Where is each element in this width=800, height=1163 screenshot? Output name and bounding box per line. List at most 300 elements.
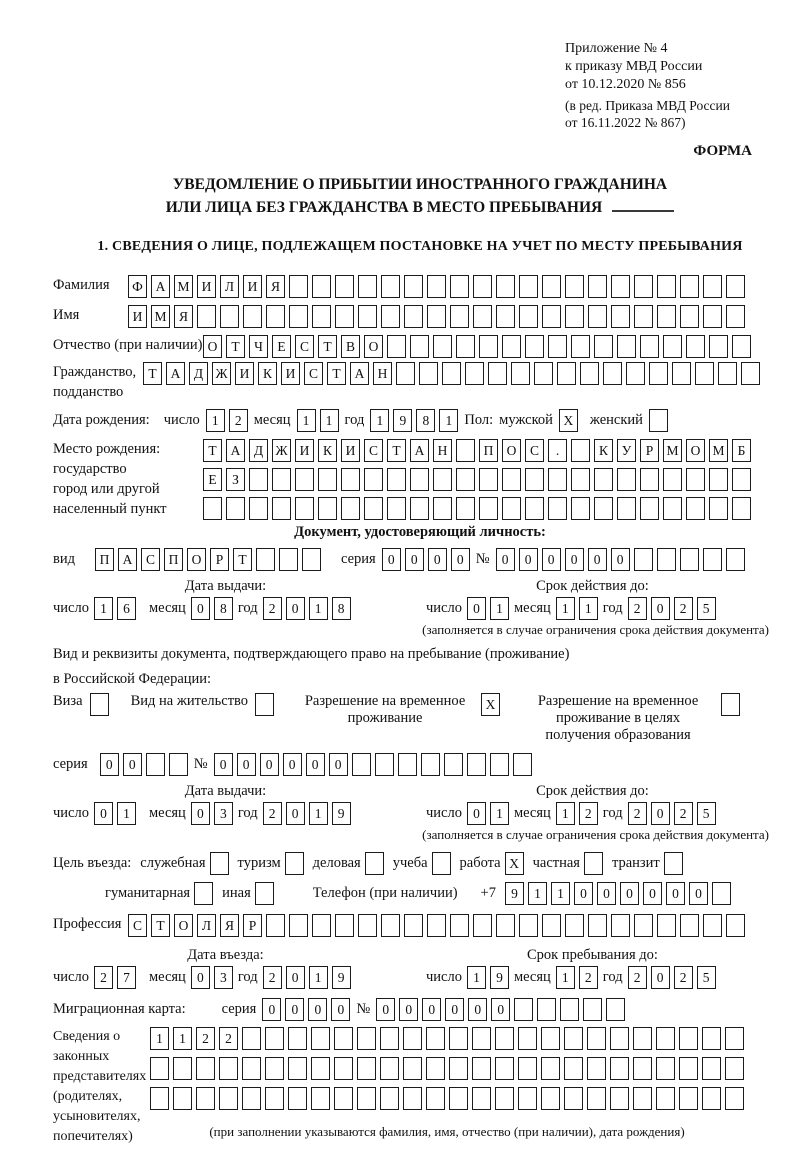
residence-number-box[interactable]	[398, 753, 417, 776]
residence-issue-month-box[interactable]: 0	[191, 802, 210, 825]
residence-issue-year-box[interactable]: 9	[332, 802, 351, 825]
profession-char-box[interactable]	[611, 914, 630, 937]
doc-number-box[interactable]	[657, 548, 676, 571]
birthplace-char-box[interactable]	[502, 497, 521, 520]
citizenship-char-box[interactable]	[672, 362, 691, 385]
birthplace-char-box[interactable]	[617, 497, 636, 520]
birthplace-char-box[interactable]: С	[525, 439, 544, 462]
citizenship-char-box[interactable]	[603, 362, 622, 385]
mc-series-box[interactable]: 0	[262, 998, 281, 1021]
given-name-char-box[interactable]	[519, 305, 538, 328]
patronymic-char-box[interactable]	[548, 335, 567, 358]
birthplace-char-box[interactable]	[640, 497, 659, 520]
residence-issue-year-box[interactable]: 2	[263, 802, 282, 825]
representative-char-box[interactable]	[541, 1057, 560, 1080]
residence-number-box[interactable]: 0	[214, 753, 233, 776]
birth-month-box[interactable]: 1	[320, 409, 339, 432]
representative-char-box[interactable]	[265, 1027, 284, 1050]
representative-char-box[interactable]	[219, 1087, 238, 1110]
representative-char-box[interactable]	[380, 1087, 399, 1110]
residence-number-box[interactable]	[513, 753, 532, 776]
birthplace-char-box[interactable]	[686, 497, 705, 520]
phone-digit-box[interactable]: 0	[666, 882, 685, 905]
citizenship-char-box[interactable]	[465, 362, 484, 385]
stay-year-box[interactable]: 0	[651, 966, 670, 989]
birthplace-char-box[interactable]	[617, 468, 636, 491]
mc-series-box[interactable]: 0	[308, 998, 327, 1021]
representative-char-box[interactable]	[150, 1057, 169, 1080]
doc-number-box[interactable]	[634, 548, 653, 571]
representative-char-box[interactable]	[288, 1087, 307, 1110]
stay-month-box[interactable]: 2	[579, 966, 598, 989]
representative-char-box[interactable]	[403, 1057, 422, 1080]
entry-month-box[interactable]: 3	[214, 966, 233, 989]
birthplace-char-box[interactable]	[571, 439, 590, 462]
representative-char-box[interactable]: 1	[150, 1027, 169, 1050]
entry-day-box[interactable]: 2	[94, 966, 113, 989]
surname-char-box[interactable]	[657, 275, 676, 298]
profession-char-box[interactable]	[335, 914, 354, 937]
residence-number-box[interactable]	[490, 753, 509, 776]
citizenship-char-box[interactable]	[511, 362, 530, 385]
patronymic-char-box[interactable]	[410, 335, 429, 358]
representative-char-box[interactable]	[564, 1027, 583, 1050]
profession-char-box[interactable]	[496, 914, 515, 937]
given-name-char-box[interactable]	[680, 305, 699, 328]
residence-valid-year-box[interactable]: 2	[628, 802, 647, 825]
representative-char-box[interactable]	[265, 1057, 284, 1080]
residence-series-box[interactable]	[169, 753, 188, 776]
stay-month-box[interactable]: 1	[556, 966, 575, 989]
birthplace-char-box[interactable]: З	[226, 468, 245, 491]
citizenship-char-box[interactable]	[741, 362, 760, 385]
birthplace-char-box[interactable]: Т	[203, 439, 222, 462]
given-name-char-box[interactable]: Я	[174, 305, 193, 328]
representative-char-box[interactable]	[357, 1027, 376, 1050]
patronymic-char-box[interactable]	[709, 335, 728, 358]
doc-kind-char-box[interactable]: С	[141, 548, 160, 571]
representative-char-box[interactable]	[173, 1087, 192, 1110]
representative-char-box[interactable]	[242, 1027, 261, 1050]
phone-digit-box[interactable]: 1	[551, 882, 570, 905]
representative-char-box[interactable]	[725, 1027, 744, 1050]
doc-issue-year-box[interactable]: 0	[286, 597, 305, 620]
residence-issue-year-box[interactable]: 0	[286, 802, 305, 825]
doc-series-box[interactable]: 0	[451, 548, 470, 571]
profession-char-box[interactable]	[427, 914, 446, 937]
citizenship-char-box[interactable]: Ж	[212, 362, 231, 385]
representative-char-box[interactable]	[472, 1057, 491, 1080]
phone-digit-box[interactable]: 0	[689, 882, 708, 905]
given-name-char-box[interactable]: М	[151, 305, 170, 328]
patronymic-char-box[interactable]	[732, 335, 751, 358]
citizenship-char-box[interactable]: А	[350, 362, 369, 385]
citizenship-char-box[interactable]: К	[258, 362, 277, 385]
residence-number-box[interactable]	[444, 753, 463, 776]
given-name-char-box[interactable]	[703, 305, 722, 328]
representative-char-box[interactable]	[150, 1087, 169, 1110]
representative-char-box[interactable]	[380, 1057, 399, 1080]
birthplace-char-box[interactable]	[341, 468, 360, 491]
representative-char-box[interactable]	[610, 1027, 629, 1050]
other-checkbox[interactable]	[255, 882, 274, 905]
doc-number-box[interactable]: 0	[611, 548, 630, 571]
representative-char-box[interactable]	[495, 1057, 514, 1080]
representative-char-box[interactable]	[702, 1027, 721, 1050]
mc-number-box[interactable]: 0	[445, 998, 464, 1021]
representative-char-box[interactable]	[426, 1027, 445, 1050]
profession-char-box[interactable]: Я	[220, 914, 239, 937]
given-name-char-box[interactable]: И	[128, 305, 147, 328]
mc-number-box[interactable]	[514, 998, 533, 1021]
patronymic-char-box[interactable]: О	[364, 335, 383, 358]
representative-char-box[interactable]	[242, 1087, 261, 1110]
surname-char-box[interactable]	[312, 275, 331, 298]
residence-number-box[interactable]	[375, 753, 394, 776]
representative-char-box[interactable]	[587, 1027, 606, 1050]
citizenship-char-box[interactable]	[396, 362, 415, 385]
representative-char-box[interactable]: 1	[173, 1027, 192, 1050]
profession-char-box[interactable]	[680, 914, 699, 937]
birthplace-char-box[interactable]	[456, 468, 475, 491]
surname-char-box[interactable]	[611, 275, 630, 298]
birthplace-char-box[interactable]: Б	[732, 439, 751, 462]
representative-char-box[interactable]	[702, 1057, 721, 1080]
representative-char-box[interactable]	[725, 1057, 744, 1080]
surname-char-box[interactable]: И	[197, 275, 216, 298]
representative-char-box[interactable]	[610, 1057, 629, 1080]
given-name-char-box[interactable]	[496, 305, 515, 328]
profession-char-box[interactable]	[726, 914, 745, 937]
residence-number-box[interactable]: 0	[237, 753, 256, 776]
citizenship-char-box[interactable]	[580, 362, 599, 385]
representative-char-box[interactable]	[403, 1027, 422, 1050]
representative-char-box[interactable]: 2	[219, 1027, 238, 1050]
phone-digit-box[interactable]: 9	[505, 882, 524, 905]
given-name-char-box[interactable]	[358, 305, 377, 328]
temp-residence-education-checkbox[interactable]	[721, 693, 740, 716]
citizenship-char-box[interactable]: Т	[327, 362, 346, 385]
representative-char-box[interactable]	[541, 1087, 560, 1110]
patronymic-char-box[interactable]	[525, 335, 544, 358]
profession-char-box[interactable]	[519, 914, 538, 937]
birthplace-char-box[interactable]: М	[663, 439, 682, 462]
mc-number-box[interactable]: 0	[399, 998, 418, 1021]
birthplace-char-box[interactable]	[479, 497, 498, 520]
mc-number-box[interactable]: 0	[468, 998, 487, 1021]
given-name-char-box[interactable]	[266, 305, 285, 328]
entry-year-box[interactable]: 9	[332, 966, 351, 989]
stay-day-box[interactable]: 9	[490, 966, 509, 989]
citizenship-char-box[interactable]	[695, 362, 714, 385]
representative-char-box[interactable]	[518, 1057, 537, 1080]
birthplace-char-box[interactable]	[295, 497, 314, 520]
profession-char-box[interactable]	[358, 914, 377, 937]
representative-char-box[interactable]	[426, 1057, 445, 1080]
profession-char-box[interactable]: С	[128, 914, 147, 937]
representative-char-box[interactable]	[449, 1087, 468, 1110]
phone-digit-box[interactable]	[712, 882, 731, 905]
doc-issue-day-box[interactable]: 6	[117, 597, 136, 620]
profession-char-box[interactable]	[703, 914, 722, 937]
doc-valid-month-box[interactable]: 1	[579, 597, 598, 620]
birthplace-char-box[interactable]: С	[364, 439, 383, 462]
birth-year-box[interactable]: 1	[370, 409, 389, 432]
stay-day-box[interactable]: 1	[467, 966, 486, 989]
stay-year-box[interactable]: 2	[674, 966, 693, 989]
representative-char-box[interactable]	[288, 1027, 307, 1050]
doc-kind-char-box[interactable]: Р	[210, 548, 229, 571]
surname-char-box[interactable]: Л	[220, 275, 239, 298]
representative-char-box[interactable]	[426, 1087, 445, 1110]
doc-series-box[interactable]: 0	[405, 548, 424, 571]
given-name-char-box[interactable]	[220, 305, 239, 328]
given-name-char-box[interactable]	[243, 305, 262, 328]
residence-issue-day-box[interactable]: 1	[117, 802, 136, 825]
doc-kind-char-box[interactable]: О	[187, 548, 206, 571]
birthplace-char-box[interactable]: Ж	[272, 439, 291, 462]
representative-char-box[interactable]	[311, 1087, 330, 1110]
phone-digit-box[interactable]: 0	[574, 882, 593, 905]
representative-char-box[interactable]	[173, 1057, 192, 1080]
surname-char-box[interactable]	[335, 275, 354, 298]
doc-number-box[interactable]: 0	[588, 548, 607, 571]
representative-char-box[interactable]	[242, 1057, 261, 1080]
doc-number-box[interactable]	[726, 548, 745, 571]
profession-char-box[interactable]	[473, 914, 492, 937]
birthplace-char-box[interactable]	[249, 468, 268, 491]
representative-char-box[interactable]	[518, 1027, 537, 1050]
entry-month-box[interactable]: 0	[191, 966, 210, 989]
representative-char-box[interactable]	[196, 1087, 215, 1110]
birthplace-char-box[interactable]: Д	[249, 439, 268, 462]
citizenship-char-box[interactable]	[488, 362, 507, 385]
representative-char-box[interactable]	[334, 1027, 353, 1050]
doc-issue-month-box[interactable]: 0	[191, 597, 210, 620]
mc-number-box[interactable]	[583, 998, 602, 1021]
birthplace-char-box[interactable]: .	[548, 439, 567, 462]
doc-kind-char-box[interactable]	[256, 548, 275, 571]
birthplace-char-box[interactable]	[387, 468, 406, 491]
patronymic-char-box[interactable]	[686, 335, 705, 358]
birthplace-char-box[interactable]	[387, 497, 406, 520]
tourism-checkbox[interactable]	[285, 852, 304, 875]
representative-char-box[interactable]	[587, 1087, 606, 1110]
residence-permit-checkbox[interactable]	[255, 693, 274, 716]
patronymic-char-box[interactable]	[387, 335, 406, 358]
representative-char-box[interactable]	[656, 1057, 675, 1080]
patronymic-char-box[interactable]	[663, 335, 682, 358]
residence-number-box[interactable]: 0	[329, 753, 348, 776]
residence-valid-year-box[interactable]: 0	[651, 802, 670, 825]
birthplace-char-box[interactable]	[479, 468, 498, 491]
doc-kind-char-box[interactable]: Т	[233, 548, 252, 571]
birthplace-char-box[interactable]: А	[226, 439, 245, 462]
citizenship-char-box[interactable]: И	[281, 362, 300, 385]
citizenship-char-box[interactable]: Д	[189, 362, 208, 385]
given-name-char-box[interactable]	[473, 305, 492, 328]
residence-valid-month-box[interactable]: 1	[556, 802, 575, 825]
patronymic-char-box[interactable]: В	[341, 335, 360, 358]
surname-char-box[interactable]: М	[174, 275, 193, 298]
phone-digit-box[interactable]: 0	[597, 882, 616, 905]
birthplace-char-box[interactable]	[226, 497, 245, 520]
given-name-char-box[interactable]	[450, 305, 469, 328]
surname-char-box[interactable]	[404, 275, 423, 298]
citizenship-char-box[interactable]: Т	[143, 362, 162, 385]
birthplace-char-box[interactable]: А	[410, 439, 429, 462]
patronymic-char-box[interactable]	[640, 335, 659, 358]
birthplace-char-box[interactable]: К	[318, 439, 337, 462]
surname-char-box[interactable]	[680, 275, 699, 298]
representative-char-box[interactable]	[633, 1087, 652, 1110]
humanitarian-checkbox[interactable]	[194, 882, 213, 905]
doc-issue-year-box[interactable]: 8	[332, 597, 351, 620]
patronymic-char-box[interactable]	[617, 335, 636, 358]
surname-char-box[interactable]	[634, 275, 653, 298]
surname-char-box[interactable]	[427, 275, 446, 298]
doc-valid-month-box[interactable]: 1	[556, 597, 575, 620]
representative-char-box[interactable]	[196, 1057, 215, 1080]
birthplace-char-box[interactable]	[732, 468, 751, 491]
given-name-char-box[interactable]	[634, 305, 653, 328]
representative-char-box[interactable]: 2	[196, 1027, 215, 1050]
given-name-char-box[interactable]	[404, 305, 423, 328]
birthplace-char-box[interactable]: К	[594, 439, 613, 462]
patronymic-char-box[interactable]	[456, 335, 475, 358]
birthplace-char-box[interactable]	[640, 468, 659, 491]
representative-char-box[interactable]	[219, 1057, 238, 1080]
representative-char-box[interactable]	[587, 1057, 606, 1080]
birthplace-char-box[interactable]	[571, 497, 590, 520]
surname-char-box[interactable]	[565, 275, 584, 298]
profession-char-box[interactable]: О	[174, 914, 193, 937]
doc-kind-char-box[interactable]	[302, 548, 321, 571]
profession-char-box[interactable]: Р	[243, 914, 262, 937]
birthplace-char-box[interactable]: Е	[203, 468, 222, 491]
patronymic-char-box[interactable]	[502, 335, 521, 358]
birthplace-char-box[interactable]	[318, 497, 337, 520]
doc-number-box[interactable]	[680, 548, 699, 571]
stay-year-box[interactable]: 2	[628, 966, 647, 989]
representative-char-box[interactable]	[403, 1087, 422, 1110]
birth-day-box[interactable]: 2	[229, 409, 248, 432]
citizenship-char-box[interactable]	[442, 362, 461, 385]
representative-char-box[interactable]	[288, 1057, 307, 1080]
given-name-char-box[interactable]	[565, 305, 584, 328]
doc-kind-char-box[interactable]: П	[164, 548, 183, 571]
phone-digit-box[interactable]: 1	[528, 882, 547, 905]
patronymic-char-box[interactable]: С	[295, 335, 314, 358]
citizenship-char-box[interactable]	[626, 362, 645, 385]
surname-char-box[interactable]: Я	[266, 275, 285, 298]
doc-series-box[interactable]: 0	[382, 548, 401, 571]
doc-issue-year-box[interactable]: 2	[263, 597, 282, 620]
surname-char-box[interactable]	[289, 275, 308, 298]
patronymic-char-box[interactable]: О	[203, 335, 222, 358]
doc-series-box[interactable]: 0	[428, 548, 447, 571]
doc-valid-year-box[interactable]: 2	[628, 597, 647, 620]
given-name-char-box[interactable]	[611, 305, 630, 328]
representative-char-box[interactable]	[610, 1087, 629, 1110]
profession-char-box[interactable]	[289, 914, 308, 937]
residence-number-box[interactable]	[467, 753, 486, 776]
surname-char-box[interactable]	[542, 275, 561, 298]
patronymic-char-box[interactable]: Т	[318, 335, 337, 358]
surname-char-box[interactable]	[588, 275, 607, 298]
surname-char-box[interactable]	[381, 275, 400, 298]
birthplace-char-box[interactable]	[548, 497, 567, 520]
representative-char-box[interactable]	[541, 1027, 560, 1050]
doc-valid-day-box[interactable]: 0	[467, 597, 486, 620]
birthplace-char-box[interactable]: Н	[433, 439, 452, 462]
birthplace-char-box[interactable]: Р	[640, 439, 659, 462]
phone-digit-box[interactable]: 0	[643, 882, 662, 905]
birthplace-char-box[interactable]	[732, 497, 751, 520]
birthplace-char-box[interactable]	[249, 497, 268, 520]
representative-char-box[interactable]	[564, 1057, 583, 1080]
representative-char-box[interactable]	[265, 1087, 284, 1110]
birth-month-box[interactable]: 1	[297, 409, 316, 432]
birthplace-char-box[interactable]	[709, 497, 728, 520]
representative-char-box[interactable]	[656, 1087, 675, 1110]
representative-char-box[interactable]	[472, 1087, 491, 1110]
birthplace-char-box[interactable]: М	[709, 439, 728, 462]
doc-valid-year-box[interactable]: 2	[674, 597, 693, 620]
birthplace-char-box[interactable]	[525, 468, 544, 491]
profession-char-box[interactable]	[657, 914, 676, 937]
birth-day-box[interactable]: 1	[206, 409, 225, 432]
surname-char-box[interactable]	[519, 275, 538, 298]
doc-issue-year-box[interactable]: 1	[309, 597, 328, 620]
entry-year-box[interactable]: 2	[263, 966, 282, 989]
representative-char-box[interactable]	[679, 1027, 698, 1050]
given-name-char-box[interactable]	[289, 305, 308, 328]
birthplace-char-box[interactable]	[433, 497, 452, 520]
profession-char-box[interactable]	[565, 914, 584, 937]
doc-kind-char-box[interactable]: П	[95, 548, 114, 571]
representative-char-box[interactable]	[679, 1057, 698, 1080]
representative-char-box[interactable]	[449, 1027, 468, 1050]
representative-char-box[interactable]	[357, 1087, 376, 1110]
residence-number-box[interactable]: 0	[260, 753, 279, 776]
representative-char-box[interactable]	[334, 1057, 353, 1080]
residence-series-box[interactable]: 0	[123, 753, 142, 776]
female-checkbox[interactable]	[649, 409, 668, 432]
doc-number-box[interactable]: 0	[542, 548, 561, 571]
patronymic-char-box[interactable]	[479, 335, 498, 358]
doc-issue-day-box[interactable]: 1	[94, 597, 113, 620]
profession-char-box[interactable]	[634, 914, 653, 937]
surname-char-box[interactable]: А	[151, 275, 170, 298]
citizenship-char-box[interactable]	[718, 362, 737, 385]
citizenship-char-box[interactable]: И	[235, 362, 254, 385]
birthplace-char-box[interactable]: И	[295, 439, 314, 462]
birthplace-char-box[interactable]	[663, 497, 682, 520]
birthplace-char-box[interactable]: О	[686, 439, 705, 462]
given-name-char-box[interactable]	[427, 305, 446, 328]
patronymic-char-box[interactable]	[571, 335, 590, 358]
citizenship-char-box[interactable]	[649, 362, 668, 385]
male-checkbox[interactable]: X	[559, 409, 578, 432]
citizenship-char-box[interactable]: Н	[373, 362, 392, 385]
doc-valid-day-box[interactable]: 1	[490, 597, 509, 620]
stay-year-box[interactable]: 5	[697, 966, 716, 989]
residence-number-box[interactable]: 0	[306, 753, 325, 776]
mc-number-box[interactable]	[537, 998, 556, 1021]
birthplace-char-box[interactable]	[594, 468, 613, 491]
entry-year-box[interactable]: 1	[309, 966, 328, 989]
